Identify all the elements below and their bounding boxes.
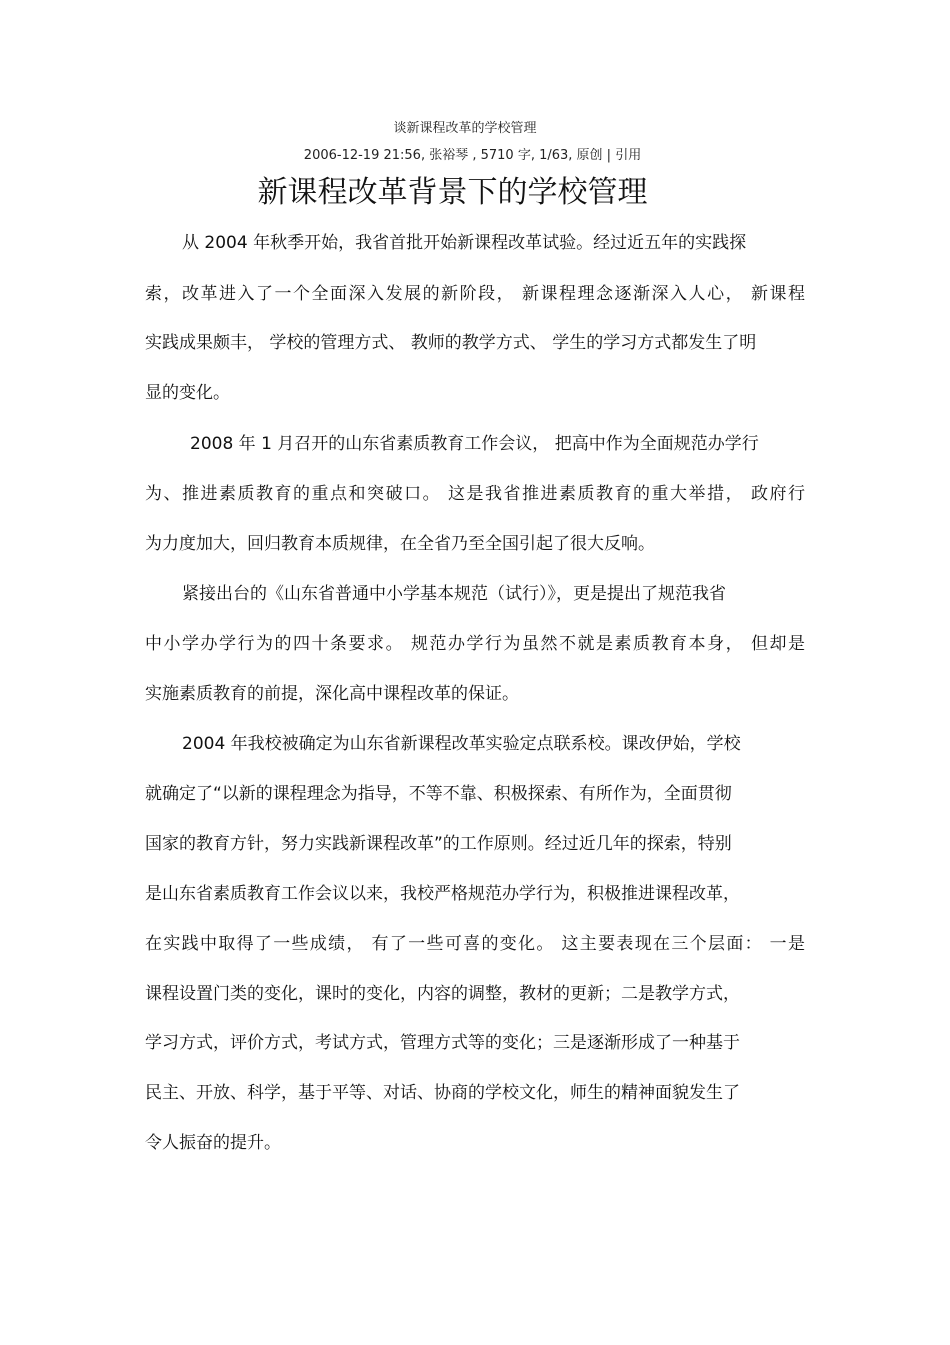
paragraph-3-line-3: 实施素质教育的前提，深化高中课程改革的保证。: [145, 684, 519, 704]
paragraph-4-line-8: 民主、开放、科学，基于平等、对话、协商的学校文化，师生的精神面貌发生了: [145, 1083, 740, 1103]
paragraph-4-line-7: 学习方式，评价方式，考试方式，管理方式等的变化；三是逐渐形成了一种基于: [145, 1033, 740, 1053]
paragraph-1-line-4: 显的变化。: [145, 383, 230, 403]
paragraph-4-line-5: 在实践中取得了一些成绩， 有了一些可喜的变化。 这主要表现在三个层面： 一是: [145, 934, 805, 954]
paragraph-4-line-6: 课程设置门类的变化，课时的变化，内容的调整，教材的更新；二是教学方式，: [145, 984, 740, 1004]
paragraph-1-line-1: 从 2004 年秋季开始，我省首批开始新课程改革试验。经过近五年的实践探: [182, 233, 747, 253]
paragraph-4-line-1: 2004 年我校被确定为山东省新课程改革实验定点联系校。课改伊始，学校: [182, 734, 741, 754]
paragraph-2-line-1: 2008 年 1 月召开的山东省素质教育工作会议， 把高中作为全面规范办学行: [190, 434, 759, 454]
paragraph-2-line-3: 为力度加大，回归教育本质规律，在全省乃至全国引起了很大反响。: [145, 534, 655, 554]
paragraph-1-line-3: 实践成果颇丰， 学校的管理方式、 教师的教学方式、 学生的学习方式都发生了明: [145, 333, 757, 353]
paragraph-4-line-9: 令人振奋的提升。: [145, 1133, 281, 1153]
paragraph-2-line-2: 为、推进素质教育的重点和突破口。 这是我省推进素质教育的重大举措， 政府行: [145, 484, 805, 504]
document-meta-line: 2006-12-19 21:56, 张裕琴 , 5710 字, 1/63, 原创 | 引用: [303, 148, 642, 163]
paragraph-3-line-1: 紧接出台的《山东省普通中小学基本规范（试行）》，更是提出了规范我省: [182, 584, 726, 604]
paragraph-4-line-4: 是山东省素质教育工作会议以来，我校严格规范办学行为，积极推进课程改革，: [145, 884, 740, 904]
paragraph-1-line-2: 索，改革进入了一个全面深入发展的新阶段， 新课程理念逐渐深入人心， 新课程: [145, 284, 805, 304]
document-title: 新课程改革背景下的学校管理: [257, 175, 648, 210]
document-small-title: 谈新课程改革的学校管理: [393, 121, 537, 136]
paragraph-4-line-2: 就确定了“以新的课程理念为指导，不等不靠、积极探索、有所作为，全面贯彻: [145, 784, 732, 804]
paragraph-3-line-2: 中小学办学行为的四十条要求。 规范办学行为虽然不就是素质教育本身， 但却是: [145, 634, 805, 654]
paragraph-4-line-3: 国家的教育方针，努力实践新课程改革”的工作原则。经过近几年的探索，特别: [145, 834, 732, 854]
